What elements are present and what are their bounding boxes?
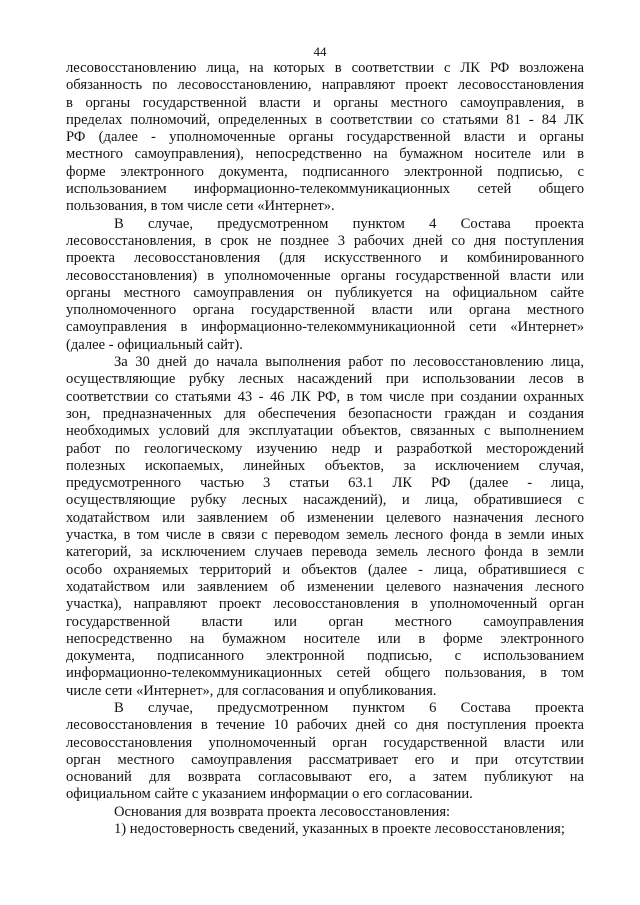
text-line: орган местного самоуправления рассматривает его и при отсутствии (66, 751, 584, 768)
text-line: информационно-телекоммуникационных сетей общего пользования, в том (66, 665, 584, 682)
text-line: пользования, в том числе сети «Интернет». (66, 198, 335, 215)
text-line: обязанность по лесовосстановлению, направляют проект лесовосстановления (66, 77, 584, 94)
text-line: участка, в том числе в связи с переводом земель лесного фонда в земли иных (66, 527, 584, 544)
text-line: числе сети «Интернет», для согласования и опубликования. (66, 682, 437, 699)
text-line: оснований для возврата согласовывают его, а затем публикуют на (66, 769, 584, 786)
text-line: использованием информационно-телекоммуникационных сетей общего (66, 181, 584, 198)
text-line: официальном сайте с указанием информации о его согласовании. (66, 786, 473, 803)
text-line: проекта лесовосстановления (для искусственного и комбинированного (66, 250, 584, 267)
text-line: лесовосстановления) в уполномоченные органы государственной власти или (66, 267, 584, 284)
page-number: 44 (313, 44, 327, 59)
text-line: самоуправления в информационно-телекоммуникационной сети «Интернет» (66, 319, 584, 336)
text-line: За 30 дней до начала выполнения работ по лесовосстановлению лица, (114, 354, 584, 371)
text-line: местного самоуправления), непосредственно на бумажном носителе или в (66, 146, 584, 163)
text-line: лесовосстановления уполномоченный орган государственной власти или (66, 734, 584, 751)
paragraph (66, 804, 584, 821)
text-line: работ по геологическому изучению недр и разработкой месторождений (66, 440, 584, 457)
text-line: ходатайством или заявлением об изменении целевого назначения лесного (66, 509, 584, 526)
paragraph (66, 700, 584, 804)
text-line: осуществляющие рубку лесных насаждений), и лица, обратившиеся с (66, 492, 584, 509)
paragraph (66, 354, 584, 700)
text-line: 1) недостоверность сведений, указанных в проекте лесовосстановления; (114, 821, 565, 838)
paragraph (66, 821, 584, 838)
text-line: категорий, за исключением случаев перевода земель лесного фонда в земли (66, 544, 584, 561)
text-line: лесовосстановления в течение 10 рабочих дней со дня поступления проекта (66, 717, 584, 734)
text-line: необходимых условий для эксплуатации объектов, связанных с выполнением (66, 423, 584, 440)
text-line: соответствии со статьями 43 - 46 ЛК РФ, в том числе при создании охранных (66, 388, 584, 405)
text-line: ходатайством или заявлением об изменении целевого назначения лесного (66, 578, 584, 595)
text-line: зон, предназначенных для обеспечения безопасности граждан и создания (66, 405, 584, 422)
text-line: РФ (далее - уполномоченные органы государственной власти и органы (66, 129, 584, 146)
text-line: В случае, предусмотренном пунктом 4 Состава проекта (114, 215, 584, 232)
text-line: (далее - официальный сайт). (66, 336, 243, 353)
text-line: документа, подписанного электронной подписью, с использованием (66, 648, 584, 665)
text-line: пределах полномочий, определенных в соответствии со статьями 81 - 84 ЛК (66, 111, 584, 128)
text-line: непосредственно на бумажном носителе или в форме электронного (66, 630, 584, 647)
text-line: предусмотренного частью 3 статьи 63.1 ЛК РФ (далее - лица, (66, 475, 584, 492)
paragraph (66, 60, 584, 216)
text-line: уполномоченного органа государственной власти или органа местного (66, 302, 584, 319)
text-line: в органы государственной власти и органы местного самоуправления, в (66, 94, 584, 111)
text-line: Основания для возврата проекта лесовосстановления: (114, 803, 451, 820)
document-body (66, 60, 584, 838)
text-line: полезных ископаемых, линейных объектов, за исключением случая, (66, 457, 584, 474)
text-line: В случае, предусмотренном пунктом 6 Состава проекта (114, 699, 584, 716)
text-line: лесовосстановлению лица, на которых в соответствии с ЛК РФ возложена (66, 60, 584, 76)
text-line: лесовосстановления, в срок не позднее 3 рабочих дней со дня поступления (66, 232, 584, 249)
text-line: форме электронного документа, подписанного электронной подписью, с (66, 163, 584, 180)
text-line: государственной власти или орган местного самоуправления (66, 613, 584, 630)
text-line: участка), направляют проект лесовосстановления в уполномоченный орган (66, 596, 584, 613)
text-line: осуществляющие рубку лесных насаждений при использовании лесов в (66, 371, 584, 388)
text-line: особо охраняемых территорий и объектов (далее - лица, обратившиеся с (66, 561, 584, 578)
text-line: органы местного самоуправления он публикуется на официальном сайте (66, 284, 584, 301)
paragraph (66, 216, 584, 354)
